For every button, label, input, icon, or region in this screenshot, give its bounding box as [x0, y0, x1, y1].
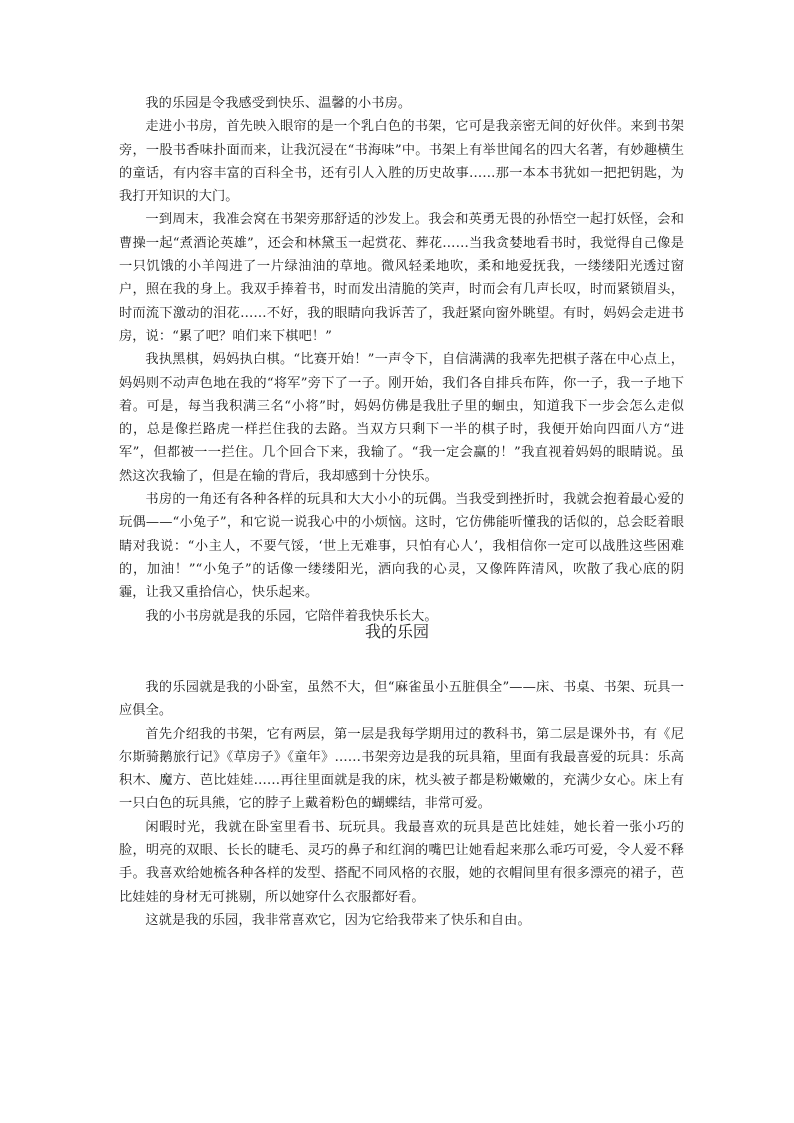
essay-2: [119, 676, 684, 932]
essay-2-title: 我的乐园: [364, 622, 429, 641]
essay-1: [119, 92, 684, 628]
paragraph: 我执黑棋，妈妈执白棋。“比赛开始！”一声令下，自信满满的我率先把棋子落在中心点上，妈妈则不动声色地在我的“将军”旁下了一子。刚开始，我们各自排兵布阵，你一子，我一子地下着。可是，每当我积满三名“小将”时，妈妈仿佛是我肚子里的蛔虫，知道我下一步会怎么走似的，总是像拦路虎一样拦住我的去路。当双方只剩下一半的棋子时，我便开始向四面八方“进军”，但都被一一拦住。几个回合下来，我输了。“我一定会赢的！”我直视着妈妈的眼睛说。虽然这次我输了，但是在输的背后，我却感到十分快乐。: [119, 352, 684, 484]
paragraph: 我的乐园就是我的小卧室，虽然不大，但“麻雀虽小五脏俱全”——床、书桌、书架、玩具一应俱全。: [119, 680, 684, 719]
paragraph: 书房的一角还有各种各样的玩具和大大小小的玩偶。当我受到挫折时，我就会抱着最心爱的玩偶——“小兔子”，和它说一说我心中的小烦恼。这时，它仿佛能听懂我的话似的，总会眨着眼睛对我说：“小主人，不要气馁，‘世上无难事，只怕有心人’，我相信你一定可以战胜这些困难的，加油！”“小兔子”的话像一缕缕阳光，洒向我的心灵，又像阵阵清风，吹散了我心底的阴霾，让我又重拾信心，快乐起来。: [119, 492, 684, 601]
paragraph: 一到周末，我准会窝在书架旁那舒适的沙发上。我会和英勇无畏的孙悟空一起打妖怪，会和曹操一起“煮酒论英雄”，还会和林黛玉一起赏花、葬花……当我贪婪地看书时，我觉得自己像是一只饥饿的小羊闯进了一片绿油油的草地。微风轻柔地吹，柔和地爱抚我，一缕缕阳光透过窗户，照在我的身上。我双手捧着书，时而发出清脆的笑声，时而会有几声长叹，时而紧锁眉头，时而流下激动的泪花……不好，我的眼睛向我诉苦了，我赶紧向窗外眺望。有时，妈妈会走进书房，说：“累了吧？咱们来下棋吧！”: [119, 212, 684, 344]
paragraph: 闲暇时光，我就在卧室里看书、玩玩具。我最喜欢的玩具是芭比娃娃，她长着一张小巧的脸，明亮的双眼、长长的睫毛、灵巧的鼻子和红润的嘴巴让她看起来那么乖巧可爱，令人爱不释手。我喜欢给她梳各种各样的发型、搭配不同风格的衣服，她的衣帽间里有很多漂亮的裙子，芭比娃娃的身材无可挑剔，所以她穿什么衣服都好看。: [119, 819, 684, 905]
paragraph: 我的小书房就是我的乐园，它陪伴着我快乐长大。: [145, 608, 438, 624]
paragraph: 走进小书房，首先映入眼帘的是一个乳白色的书架，它可是我亲密无间的好伙伴。来到书架旁，一股书香味扑面而来，让我沉浸在“书海味”中。书架上有举世闻名的四大名著，有妙趣横生的童话，有内容丰富的百科全书，还有引人入胜的历史故事……那一本本书犹如一把把钥匙，为我打开知识的大门。: [119, 119, 684, 205]
paragraph: 这就是我的乐园，我非常喜欢它，因为它给我带来了快乐和自由。: [145, 912, 531, 928]
paragraph: 我的乐园是令我感受到快乐、温馨的小书房。: [145, 96, 412, 111]
paragraph: 首先介绍我的书架，它有两层，第一层是我每学期用过的教科书，第二层是课外书，有《尼尔斯骑鹅旅行记》《草房子》《童年》……书架旁边是我的玩具箱，里面有我最喜爱的玩具：乐高积木、魔方、芭比娃娃……再往里面就是我的床，枕头被子都是粉嫩嫩的，充满少女心。床上有一只白色的玩具熊，它的脖子上戴着粉色的蝴蝶结，非常可爱。: [119, 726, 684, 812]
